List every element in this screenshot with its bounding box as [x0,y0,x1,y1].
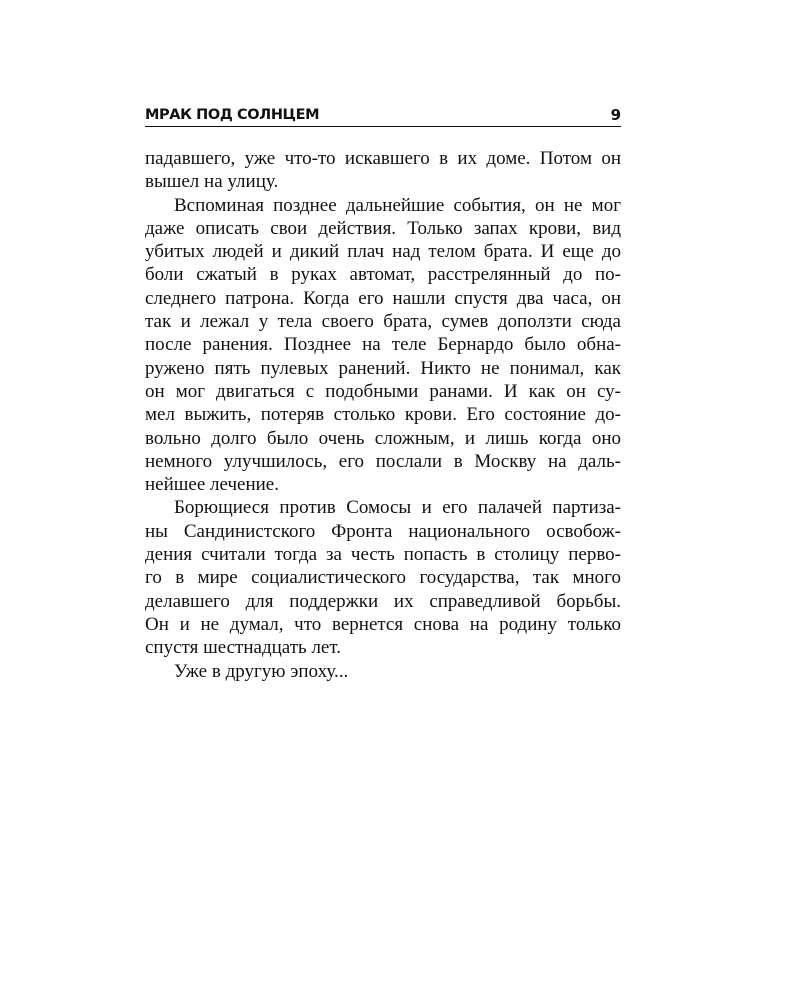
text-line: вышел на улицу. [145,171,279,193]
text-line: ны Сандинистского Фронта национального освобож- [145,520,621,542]
text-line: Вспоминая позднее дальнейшие события, он не мог [174,194,621,216]
text-line: так и лежал у тела своего брата, сумев доползти сюда [145,311,621,333]
text-line: делавшего для поддержки их справедливой борьбы. [145,590,621,612]
text-line: мел выжить, потеряв столько крови. Его состояние до- [145,404,621,426]
running-header [145,106,621,127]
text-line: после ранения. Позднее на теле Бернардо было обна- [145,334,621,356]
text-line: падавшего, уже что-то искавшего в их доме. Потом он [145,148,621,169]
paragraph [145,194,621,497]
paragraph [145,660,621,683]
text-line: спустя шестнадцать лет. [145,637,341,659]
text-line: даже описать свои действия. Только запах крови, вид [145,217,621,239]
text-line: нейшее лечение. [145,474,279,496]
text-line: он мог двигаться с подобными ранами. И как он су- [145,380,621,402]
text-line: боли сжатый в руках автомат, расстрелянный до по- [145,264,621,286]
text-line: Он и не думал, что вернется снова на родину только [145,613,621,635]
paragraph [145,496,621,659]
text-line: Борющиеся против Сомосы и его палачей партиза- [174,497,621,519]
text-line: вольно долго было очень сложным, и лишь когда оно [145,427,621,449]
text-line: го в мире социалистического государства, так много [145,567,621,589]
text-line: следнего патрона. Когда его нашли спустя два часа, он [145,287,621,309]
page-number: 9 [610,106,621,124]
text-line: убитых людей и дикий плач над телом брата. И еще до [145,241,621,263]
text-line: Уже в другую эпоху... [174,660,349,682]
running-title: МРАК ПОД СОЛНЦЕМ [145,107,320,123]
book-page [145,0,621,1000]
paragraph [145,147,621,194]
text-line: немного улучшилось, его послали в Москву на даль- [145,450,621,472]
text-body [145,147,621,683]
text-line: ружено пять пулевых ранений. Никто не понимал, как [145,357,621,379]
text-line: дения считали тогда за честь попасть в столицу перво- [145,544,621,566]
